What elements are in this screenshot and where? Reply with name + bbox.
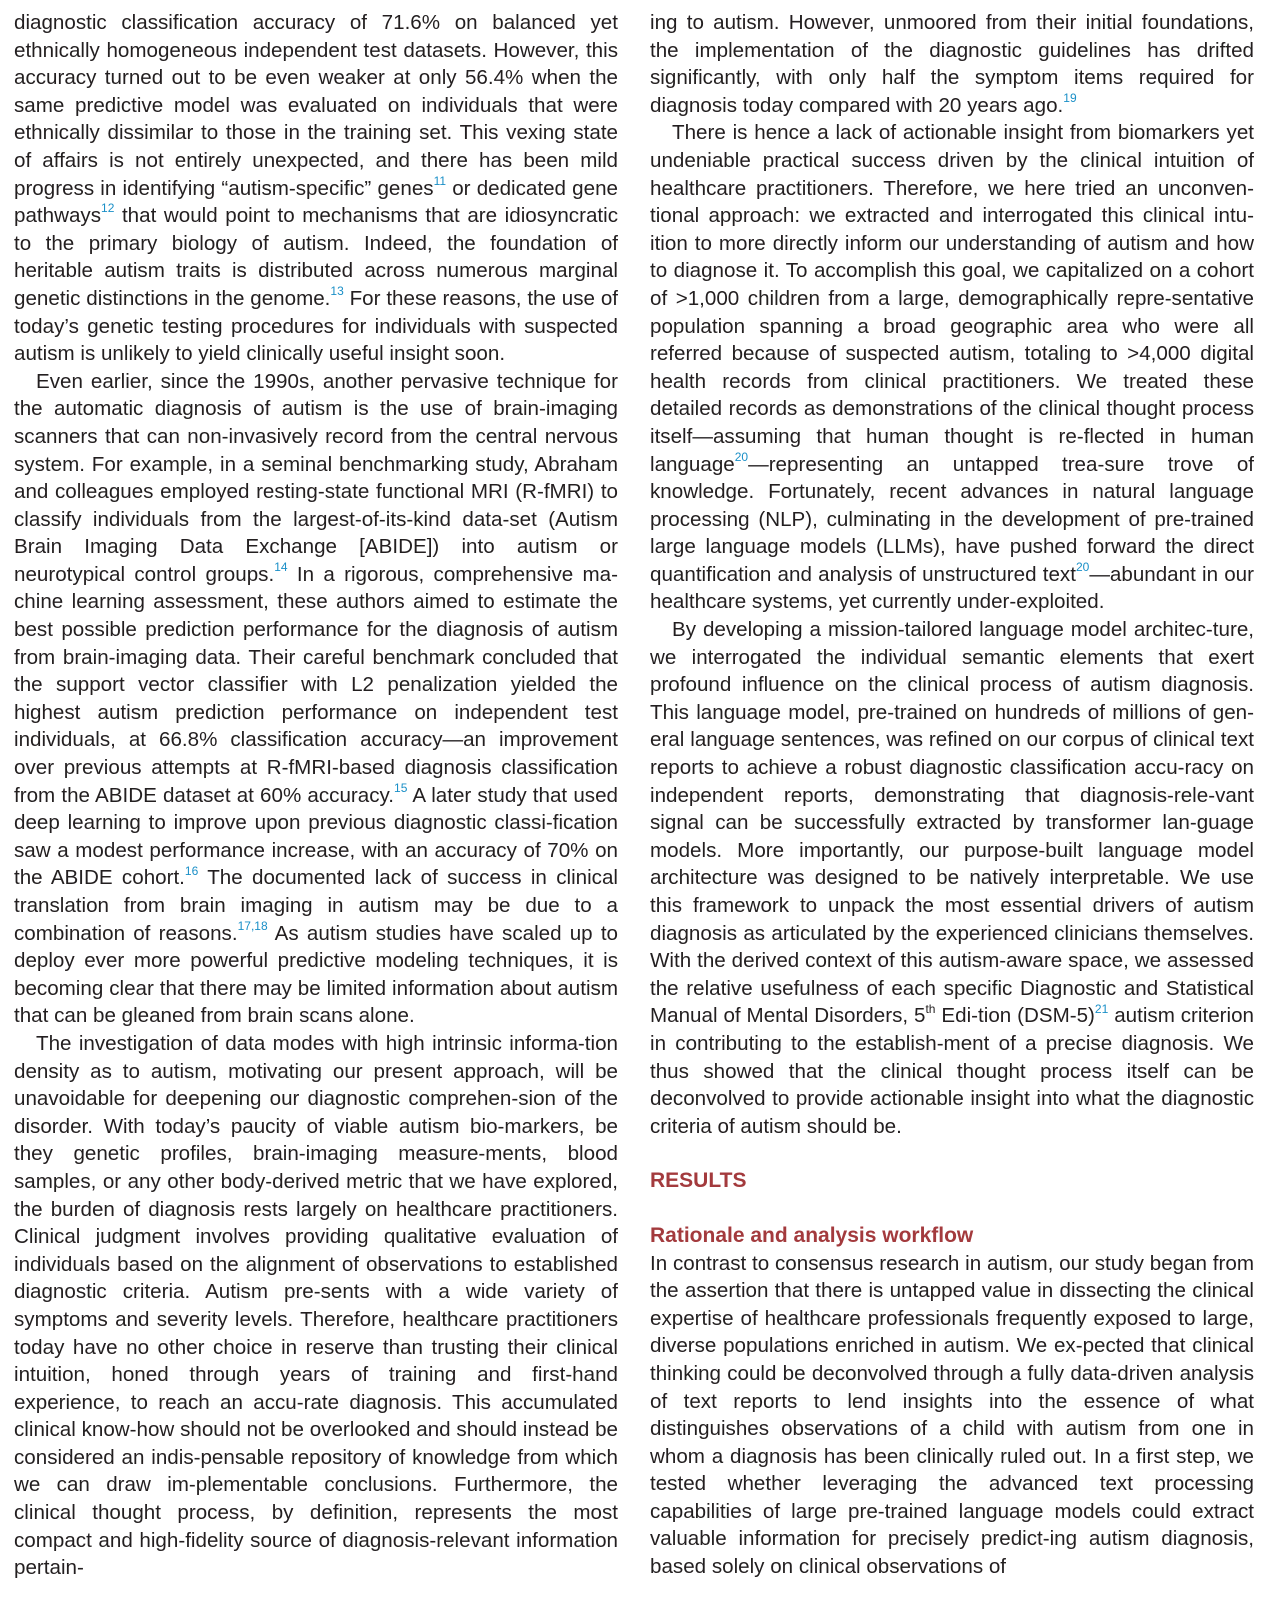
paragraph-text: autism criterion in contributing to the establish-ment of a precise diagnosis. We thus showed that the clinical thought process itself can be deconvolved to provide actionable insight into what the diagnostic criteria of autism should be. bbox=[650, 1004, 1254, 1138]
paragraph bbox=[14, 9, 618, 368]
paragraph bbox=[650, 616, 1254, 1140]
citation-link[interactable]: 15 bbox=[394, 780, 408, 795]
citation-link[interactable]: 11 bbox=[433, 173, 447, 188]
paragraph-text: or dedicated gene pathways bbox=[14, 176, 618, 228]
paragraph-text: In contrast to consensus research in autism, our study began from the assertion that there is untapped value in dissecting the clinical expertise of healthcare professionals frequently exposed to large, diverse populations enriched in autism. We ex-pected that clinical thinking could be deconvolved through a fully data-driven analysis of text reports to lend insights into the essence of what distinguishes observations of a child with autism from one in whom a diagnosis has been clinically ruled out. In a first step, we tested whether leveraging the advanced text processing capabilities of large pre-trained language models could extract valuable information for precisely predict-ing autism diagnosis, based solely on clinical observations of bbox=[650, 1251, 1254, 1579]
paragraph-text: that would point to mechanisms that are idiosyncratic to the primary biology of autism. Indeed, the foundation of heritable autism traits is distributed across numerous marginal genetic distinctions in the genome. bbox=[14, 204, 618, 310]
citation-link[interactable]: 20 bbox=[1075, 560, 1090, 575]
paragraph-text: The documented lack of success in clinical translation from brain imaging in autism may be due to a combination of reasons. bbox=[14, 866, 618, 945]
paragraph-text: Edi-tion (DSM-5) bbox=[935, 1004, 1095, 1028]
paragraph bbox=[650, 1250, 1254, 1581]
paragraph-text: As autism studies have scaled up to deploy ever more powerful predictive modeling techniques, it is becoming clear that there may be limited information about autism that can be gleaned from brain scans alone. bbox=[14, 921, 619, 1028]
subsection-heading: Rationale and analysis workflow bbox=[650, 1223, 974, 1247]
paragraph-text: Even earlier, since the 1990s, another pervasive technique for the automatic diagnosis of autism is the use of brain-imaging scanners that can non-invasively record from the central nervous system. For example, in a seminal benchmarking study, Abraham and colleagues employed resting-state functional MRI (R-fMRI) to classify individuals from the largest-of-its-kind data-set (Autism Brain Imaging Data Exchange [ABIDE]) into autism or neurotypical control groups. bbox=[14, 369, 618, 586]
paragraph bbox=[14, 1030, 618, 1582]
paragraph bbox=[650, 9, 1254, 119]
citation-link[interactable]: 20 bbox=[734, 449, 749, 464]
right-column bbox=[650, 9, 1254, 1581]
citation-link[interactable]: 16 bbox=[184, 863, 199, 878]
citation-link[interactable]: 21 bbox=[1094, 1001, 1109, 1016]
paragraph-text: In a rigorous, comprehensive ma-chine learning assessment, these authors aimed to estimate the best possible prediction performance for the diagnosis of autism from brain-imaging data. Their careful benchmark concluded that the support vector classifier with L2 penalization yielded the highest autism prediction performance on independent test individuals, at 66.8% classification accuracy—an improvement over previous attempts at R-fMRI-based diagnosis classification from the ABIDE dataset at 60% accuracy. bbox=[14, 562, 618, 807]
paragraph-text: —representing an untapped trea-sure trove of knowledge. Fortunately, recent advances in natural language processing (NLP), culminating in the development of pre-trained large language models (LLMs), have pushed forward the direct quantification and analysis of unstructured text bbox=[650, 452, 1254, 586]
paragraph-text: ing to autism. However, unmoored from their initial foundations, the implementation of the diagnostic guidelines has drifted significantly, with only half the symptom items required for diagnosis today compared with 20 years ago. bbox=[650, 11, 1254, 117]
paragraph-text: The investigation of data modes with high intrinsic informa-tion density as to autism, motivating our present approach, will be unavoidable for deepening our diagnostic comprehen-sion of the disorder. With today’s paucity of viable autism bio-markers, be they genetic profiles, brain-imaging measure-ments, blood samples, or any other body-derived metric that we have explored, the burden of diagnosis rests largely on healthcare practitioners. Clinical judgment involves providing qualitative evaluation of individuals based on the alignment of observations to established diagnostic criteria. Autism pre-sents with a wide variety of symptoms and severity levels. Therefore, healthcare practitioners today have no other choice in reserve than trusting their clinical intuition, honed through years of training and first-hand experience, to reach an accu-rate diagnosis. This accumulated clinical know-how should not be overlooked and should instead be considered an indis-pensable repository of knowledge from which we can draw im-plementable conclusions. Furthermore, the clinical thought process, by definition, represents the most compact and high-fidelity source of diagnosis-relevant information pertain- bbox=[14, 1031, 618, 1580]
citation-link[interactable]: 14 bbox=[274, 560, 288, 575]
superscript-ordinal: th bbox=[925, 1001, 936, 1016]
paragraph-text: —abundant in our healthcare systems, yet currently under-exploited. bbox=[650, 562, 1254, 614]
paragraph bbox=[14, 368, 618, 1030]
citation-link[interactable]: 12 bbox=[101, 201, 115, 216]
paragraph-text: There is hence a lack of actionable insight from biomarkers yet undeniable practical success driven by the clinical intuition of healthcare practitioners. Therefore, we here tried an unconven-tional approach: we extracted and interrogated this clinical intu-ition to more directly inform our understanding of autism and how to diagnose it. To accomplish this goal, we capitalized on a cohort of >1,000 children from a large, demographically repre-sentative population spanning a broad geographic area who were all referred because of suspected autism, totaling to >4,000 digital health records from clinical practitioners. We treated these detailed records as demonstrations of the clinical thought process itself—assuming that human thought is re-flected in human language bbox=[650, 121, 1254, 476]
paragraph-text: By developing a mission-tailored language model architec-ture, we interrogated the individual semantic elements that exert profound influence on the clinical process of autism diagnosis. This language model, pre-trained on hundreds of millions of gen-eral language sentences, was refined on our corpus of clinical text reports to achieve a robust diagnostic classification accu-racy on independent reports, demonstrating that diagnosis-rele-vant signal can be successfully extracted by transformer lan-guage models. More importantly, our purpose-built language model architecture was designed to be natively interpretable. We use this framework to unpack the most essential drivers of autism diagnosis as articulated by the experienced clinicians themselves. With the derived context of this autism-aware space, we assessed the relative usefulness of each specific Diagnostic and Statistical Manual of Mental Disorders, 5 bbox=[650, 618, 1254, 1028]
citation-link[interactable]: 17,18 bbox=[237, 918, 268, 933]
citation-link[interactable]: 13 bbox=[330, 284, 344, 299]
paragraph-text: diagnostic classification accuracy of 71.6% on balanced yet ethnically homogeneous independent test datasets. However, this accuracy turned out to be even weaker at only 56.4% when the same predictive model was evaluated on individuals that were ethnically dissimilar to those in the training set. This vexing state of affairs is not entirely unexpected, and there has been mild progress in identifying “autism-specific” genes bbox=[14, 11, 618, 200]
paragraph-text: A later study that used deep learning to improve upon previous diagnostic classi-fication saw a modest performance increase, with an accuracy of 70% on the ABIDE cohort. bbox=[14, 783, 618, 890]
left-column bbox=[14, 9, 618, 1582]
citation-link[interactable]: 19 bbox=[1063, 90, 1077, 105]
section-heading-results: RESULTS bbox=[650, 1169, 747, 1193]
paragraph-text: For these reasons, the use of today’s genetic testing procedures for individuals with suspected autism is unlikely to yield clinically useful insight soon. bbox=[14, 286, 619, 366]
paragraph bbox=[650, 119, 1254, 616]
